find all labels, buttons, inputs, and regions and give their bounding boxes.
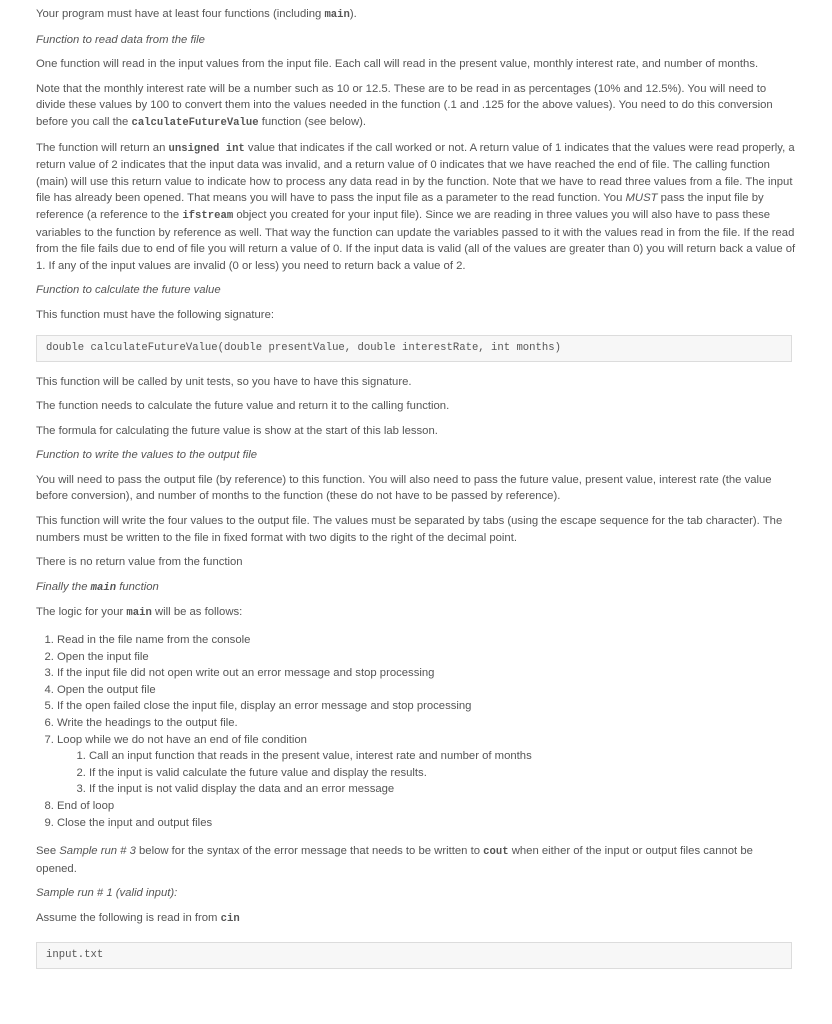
calculate-function-paragraph-2: This function will be called by unit tests, so you have to have this signature. xyxy=(36,375,412,388)
calculate-function-heading: Function to calculate the future value xyxy=(36,284,221,297)
intro-paragraph: Your program must have at least four functions (including main). xyxy=(36,8,357,21)
list-item: 6. Write the headings to the output file. xyxy=(57,715,796,732)
main-logic-code: main xyxy=(126,607,152,620)
list-item: 1. Read in the file name from the console xyxy=(57,632,796,649)
list-item: 4. Open the output file xyxy=(57,682,796,699)
list-item: 7. Loop while we do not have an end of file condition 1. Call an input function that reads in the present value, interest rate and number of months 2. If the input is valid calculate the future value and display the results. 3. If the input is not valid display the data and an error message xyxy=(57,732,796,798)
list-item: 1. Call an input function that reads in the present value, interest rate and number of months xyxy=(89,748,796,765)
read-function-paragraph-2: Note that the monthly interest rate will be a number such as 10 or 12.5. These are to be read in as percentages (10% and 12.5%). You will need to divide these values by 100 to convert them into the values needed in the function (.1 and .125 for the above values). You need to do this conversion before you call the calculateFutureValue function (see below). xyxy=(36,82,773,129)
cin-assumption-paragraph: Assume the following is read in from cin xyxy=(36,911,240,925)
input-file-code-block: input.txt xyxy=(36,942,792,969)
read-function-heading: Function to read data from the file xyxy=(36,33,205,46)
main-steps-list xyxy=(36,632,796,831)
error-message-note: See Sample run # 3 below for the syntax of the error message that needs to be written to cout when either of the input or output files cannot be opened. xyxy=(36,845,753,875)
ifstream-code: ifstream xyxy=(182,209,234,222)
list-item: 3. If the input is not valid display the data and an error message xyxy=(89,781,796,798)
must-emphasis: MUST xyxy=(625,192,658,205)
write-function-paragraph-3: There is no return value from the function xyxy=(36,556,243,569)
sample-run-3-link-text: Sample run # 3 xyxy=(59,845,136,858)
main-function-heading: Finally the main function xyxy=(36,580,159,594)
cout-code: cout xyxy=(483,846,509,859)
list-item: 8. End of loop xyxy=(57,798,796,815)
read-function-paragraph-3: The function will return an unsigned int value that indicates if the call worked or not. A return value of 1 indicates that the values were read properly, a return value of 2 indicates that the input data was invalid, and a return value of 0 indicates that we have reached the end of file. The calling function (main) will use this return value to indicate how to process any data read in by the function. Note that we have to read three values from a file. The input file has already been opened. That means you will have to pass the input file as a parameter to the read function. You MUST pass the input file by reference (a reference to the ifstream object you created for your input file). Since we are reading in three values you will also have to pass these variables to the function by reference as well. That way the function can update the variables passed to it with the values read in from the file. If the read from the file fails due to end of file you will return a value of 0. If the input data is valid (all of the values are greater than 0) you will return back a value of 1. If any of the input values are invalid (0 or less) you need to return back a value of 2. xyxy=(36,141,796,272)
write-function-paragraph-2: This function will write the four values to the output file. The values must be separated by tabs (using the escape sequence for the tab character). The numbers must be written to the file in fixed format with two digits to the right of the decimal point. xyxy=(36,515,783,544)
list-item: 9. Close the input and output files xyxy=(57,815,796,832)
unsigned-int-code: unsigned int xyxy=(168,142,245,155)
read-function-paragraph-1: One function will read in the input values from the input file. Each call will read in the present value, monthly interest rate, and number of months. xyxy=(36,58,759,71)
list-item: 3. If the input file did not open write out an error message and stop processing xyxy=(57,665,796,682)
list-item: 2. If the input is valid calculate the future value and display the results. xyxy=(89,765,796,782)
calculate-function-paragraph-3: The function needs to calculate the future value and return it to the calling function. xyxy=(36,400,450,413)
write-function-paragraph-1: You will need to pass the output file (by reference) to this function. You will also need to pass the future value, present value, interest rate (the value before conversion), and number of months to the function (these do not have to be passed by reference). xyxy=(36,473,772,503)
loop-sub-steps-list xyxy=(57,748,796,798)
list-item: 5. If the open failed close the input file, display an error message and stop processing xyxy=(57,698,796,715)
write-function-heading: Function to write the values to the output file xyxy=(36,449,258,462)
main-heading-code: main xyxy=(90,581,117,594)
signature-code-block: double calculateFutureValue(double presentValue, double interestRate, int months) xyxy=(36,335,792,362)
list-item: 2. Open the input file xyxy=(57,649,796,666)
cin-code: cin xyxy=(220,912,240,925)
sample-run-1-heading: Sample run # 1 (valid input): xyxy=(36,887,178,900)
main-code: main xyxy=(324,9,350,21)
calculate-function-paragraph-1: This function must have the following signature: xyxy=(36,308,274,321)
main-function-paragraph: The logic for your main will be as follows: xyxy=(36,606,243,620)
calculate-future-value-code: calculateFutureValue xyxy=(131,116,259,129)
calculate-function-paragraph-4: The formula for calculating the future value is show at the start of this lab lesson. xyxy=(36,424,438,437)
